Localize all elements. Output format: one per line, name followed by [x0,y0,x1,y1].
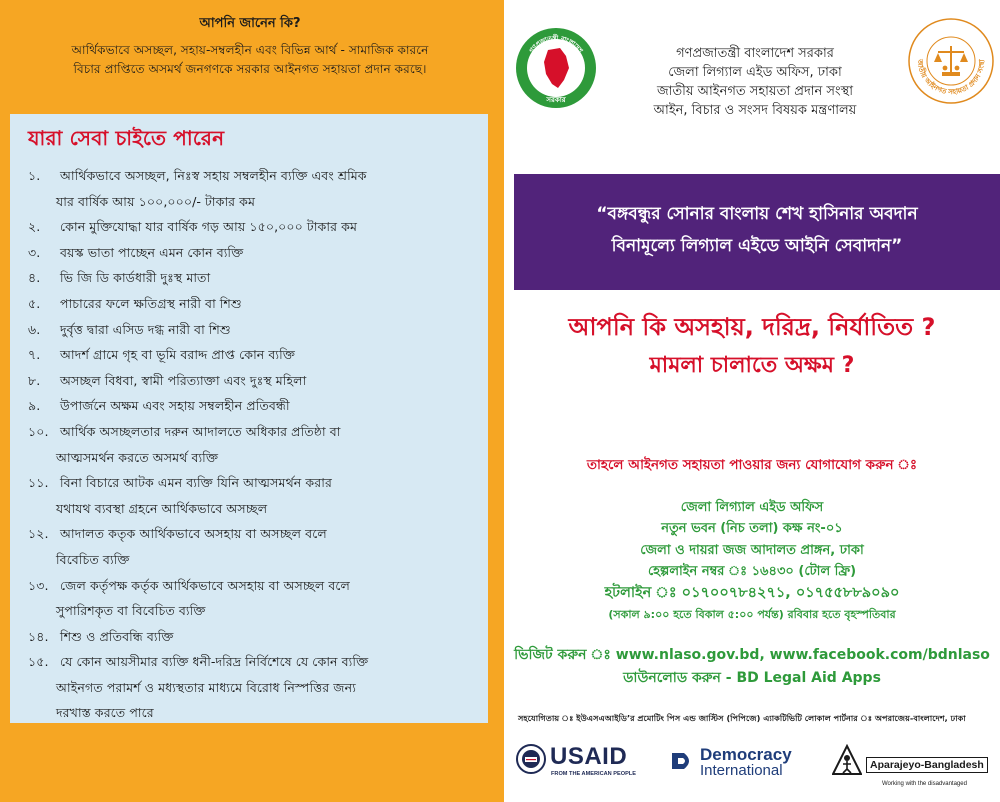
header-line-2: জেলা লিগ্যাল এইড অফিস, ঢাকা [668,65,842,80]
aparajeyo-name: Aparajeyo-Bangladesh [866,757,988,773]
government-emblem-icon [514,26,598,110]
partner-footnote: সহযোগিতায় ঃ ইউএসএআইডি’র প্রমোটিং পিস এন্ড জাস্টিস (পিপিজে) এ্যাকটিভিটি লোকাল পার্টনার ঃ অপরাজেয়-বাংলাদেশ, ঢাকা [518,713,966,723]
list-item: ৪. ভি জি ডি কার্ডধারী দুঃস্থ মাতা [28,270,211,286]
list-item: ২. কোন মুক্তিযোদ্ধা যার বার্ষিক গড় আয় ১৫০,০০০ টাকার কম [28,219,358,235]
header-line-1: গণপ্রজাতন্ত্রী বাংলাদেশ সরকার [676,46,834,61]
aparajeyo-figure-icon [832,744,862,778]
list-item: ৮. অসচ্ছল বিধবা, স্বামী পরিত্যাক্তা এবং দুঃস্থ মহিলা [28,372,307,388]
list-item: ৭. আদর্শ গ্রামে গৃহ বা ভূমি বরাদ্দ প্রাপ্ত কোন ব্যক্তি [28,347,296,363]
visit-link[interactable]: ভিজিট করুন ঃ www.nlaso.gov.bd, www.facebook.com/bdnlaso [514,647,990,663]
aparajeyo-tagline: Working with the disadvantaged [882,781,967,787]
list-item: ১১. বিনা বিচারে আটক এমন ব্যক্তি যিনি আত্মসমর্থন করার যথাযথ ব্যবস্থা গ্রহনে আর্থিকভাবে অসচ্ছল [28,475,332,516]
notice-line-2: বিচার প্রাপ্তিতে অসমর্থ জনগণকে সরকার আইনগত সহায়তা প্রদান করছে। [73,62,427,76]
aparajeyo-logo [832,744,996,792]
list-item: ১৫. যে কোন আয়সীমার ব্যক্তি ধনী-দরিদ্র নির্বিশেষে যে কোন ব্যক্তি আইনগত পরামর্শ ও মধ্যস্থতার মাধ্যমে বিরোধ নিস্পত্তির জন্য দরখাস্ত করতে পারে [28,654,369,721]
question-line-2: মামলা চালাতে অক্ষম ? [649,353,855,378]
contact-heading: তাহলে আইনগত সহায়তা পাওয়ার জন্য যোগাযোগ করুন ঃ [586,457,918,473]
usaid-seal-icon [516,744,546,774]
eligibility-box [10,114,488,723]
download-app-link[interactable]: ডাউনলোড করুন - BD Legal Aid Apps [623,670,881,686]
notice-box [0,0,500,104]
office-hours: (সকাল ৯:০০ হতে বিকাল ৫:০০ পর্যন্ত) রবিবার হতে বৃহস্পতিবার [608,608,896,622]
header-text [600,44,910,120]
democracy-international-icon [670,749,696,773]
list-item: ৬. দুর্বৃত্ত দ্বারা এসিড দগ্ধ নারী বা শিশু [28,321,231,337]
office-address [504,497,1000,625]
list-item: ৯. উপার্জনে অক্ষম এবং সহায় সম্বলহীন প্রতিবন্ধী [28,398,290,414]
office-room: নতুন ভবন (নিচ তলা) কক্ষ নং-০১ [661,521,843,537]
nlaso-logo-icon [906,16,996,106]
slogan-line-2: বিনামূল্যে লিগ্যাল এইডে আইনি সেবাদান” [611,236,903,256]
slogan-line-1: “বঙ্গবন্ধুর সোনার বাংলায় শেখ হাসিনার অবদান [596,204,918,224]
list-item: ১. আর্থিকভাবে অসচ্ছল, নিঃস্ব সহায় সম্বলহীন ব্যক্তি এবং শ্রমিক যার বার্ষিক আয় ১০০,০০০/- টাকার কম [28,168,367,209]
usaid-name: USAID [550,743,628,770]
list-item: ১২. আদালত কতৃক আর্থিকভাবে অসহায় বা অসচ্ছল বলে বিবেচিত ব্যক্তি [28,526,327,567]
brochure-header [504,0,1000,170]
helpline-number: হেল্পলাইন নম্বর ঃ ১৬৪৩০ (টোল ফ্রি) [647,564,857,580]
eligibility-list [28,163,478,726]
slogan-banner [514,174,1000,290]
office-name: জেলা লিগ্যাল এইড অফিস [680,500,824,515]
list-item: ৫. পাচারের ফলে ক্ষতিগ্রস্থ নারী বা শিশু [28,295,242,311]
list-item: ৩. বয়স্ক ভাতা পাচ্ছেন এমন কোন ব্যক্তি [28,244,244,260]
eligibility-heading: যারা সেবা চাইতে পারেন [28,126,225,150]
emblem-bottom-text: সরকার [546,96,566,104]
list-item: ১০. আর্থিক অসচ্ছলতার দরুন আদালতে অধিকার প্রতিষ্ঠা বা আত্মসমর্থন করতে অসমর্থ ব্যক্তি [28,423,341,465]
headline-question [504,308,1000,386]
question-line-1: আপনি কি অসহায়, দরিদ্র, নির্যাতিত ? [568,313,936,341]
right-panel [500,0,1000,802]
usaid-tagline: FROM THE AMERICAN PEOPLE [551,771,636,777]
office-court: জেলা ও দায়রা জজ আদালত প্রাঙ্গন, ঢাকা [640,542,864,558]
hotline-numbers: হটলাইন ঃ ০১৭০০৭৮৪২৭১, ০১৭৫৫৮৮৯০৯০ [604,584,900,601]
international-name: International [700,762,783,779]
democracy-international-logo [670,743,820,783]
svg-text:গণপ্রজাতন্ত্রী বাংলাদেশ: গণপ্রজাতন্ত্রী বাংলাদেশ [528,34,584,55]
svg-text:জাতীয় আইনগত সহায়তা প্রদান সং: জাতীয় আইনগত সহায়তা প্রদান সংস্থা [915,58,987,97]
header-line-4: আইন, বিচার ও সংসদ বিষয়ক মন্ত্রণালয় [653,103,857,118]
list-item: ১৪. শিশু ও প্রতিবন্ধি ব্যক্তি [28,628,174,644]
democracy-name: Democracy [700,745,792,764]
list-item: ১৩. জেল কর্তৃপক্ষ কর্তৃক আর্থিকভাবে অসহায় বা অসচ্ছল বলে সুপারিশকৃত বা বিবেচিত ব্যক্তি [28,577,350,619]
notice-line-1: আর্থিকভাবে অসচ্ছল, সহায়-সম্বলহীন এবং বিভিন্ন আর্থ - সামাজিক কারনে [71,43,429,57]
web-links [504,644,1000,690]
notice-title: আপনি জানেন কি? [199,16,301,31]
header-line-3: জাতীয় আইনগত সহায়তা প্রদান সংস্থা [656,84,853,99]
usaid-logo [516,740,666,784]
